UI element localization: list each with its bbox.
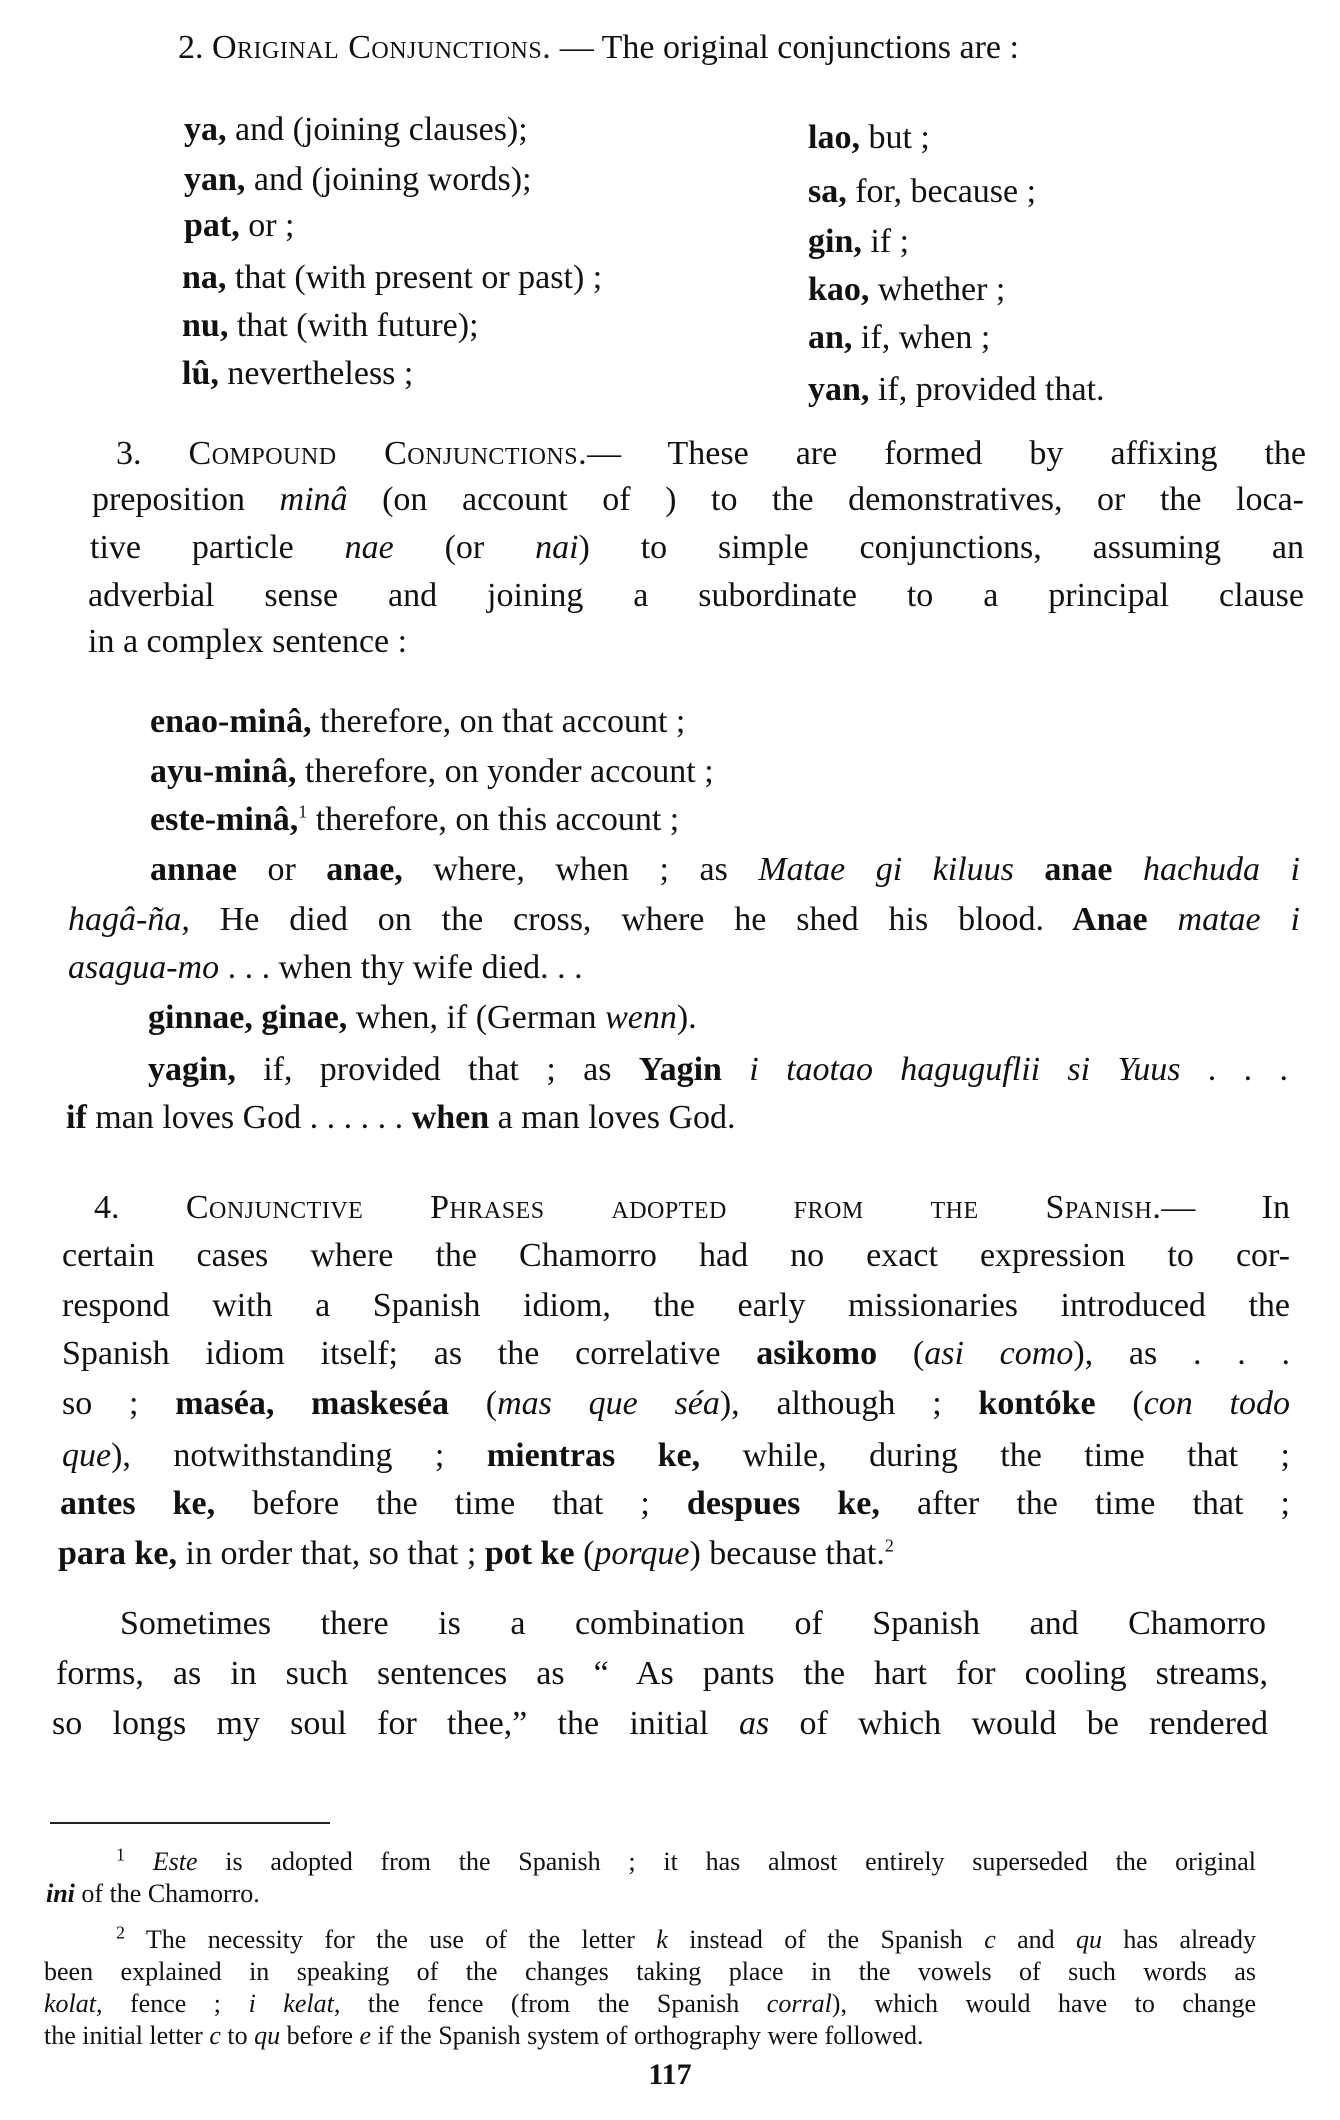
footnote-divider bbox=[50, 1822, 330, 1824]
body-text: so longs my soul for thee,” the initial bbox=[52, 1705, 739, 1742]
section-2-heading-line bbox=[178, 28, 1019, 68]
spanish-term: asi como bbox=[924, 1335, 1074, 1372]
conjunction-word: pot ke bbox=[484, 1535, 575, 1572]
conjunction-entry bbox=[184, 206, 295, 246]
body-text: in order that, so that ; bbox=[177, 1535, 485, 1572]
conjunction-entry bbox=[182, 258, 602, 298]
body-line: respond with a Spanish idiom, the early missionaries introduced the bbox=[62, 1287, 1290, 1324]
conjunction-gloss: nevertheless ; bbox=[218, 355, 414, 392]
conjunction-word: mientras ke, bbox=[486, 1437, 701, 1474]
spanish-term: mas que séa bbox=[497, 1385, 720, 1422]
conjunction-word: gin, bbox=[808, 223, 862, 260]
conjunction-gloss: whether ; bbox=[869, 271, 1006, 308]
section-heading: Conjunctive Phrases adopted from the Spanish. bbox=[185, 1189, 1162, 1226]
footnote-text: if the Spanish system of orthography were followed. bbox=[371, 2021, 924, 2050]
example-text: asagua-mo bbox=[68, 949, 220, 986]
body-line bbox=[60, 1484, 1290, 1524]
conjunction-word: an, bbox=[808, 319, 853, 356]
conjunction-word: annae bbox=[150, 851, 237, 888]
body-line bbox=[68, 900, 1300, 940]
body-text: ), although ; bbox=[719, 1385, 979, 1422]
conjunction-word: pat, bbox=[184, 207, 240, 244]
footnote-text: has already bbox=[1102, 1925, 1256, 1954]
footnote-text: instead of the Spanish bbox=[667, 1925, 985, 1954]
conjunction-word: lû, bbox=[182, 355, 219, 392]
conjunction-entry bbox=[184, 160, 532, 200]
conjunction-entry bbox=[184, 110, 528, 150]
compound-entry bbox=[150, 850, 1300, 890]
italic-term: qu bbox=[254, 2021, 281, 2050]
body-text: man loves God . . . . . . bbox=[86, 1099, 412, 1136]
conjunction-word: Anae bbox=[1044, 901, 1148, 938]
body-text: ) to simple conjunctions, assuming an bbox=[578, 529, 1305, 566]
body-line bbox=[62, 1436, 1290, 1476]
footnote-text: the initial letter bbox=[44, 2021, 210, 2050]
conjunction-gloss: therefore, on this account ; bbox=[307, 801, 680, 838]
body-text: so ; bbox=[62, 1385, 176, 1422]
body-text: Spanish idiom itself; as the correlative bbox=[62, 1335, 757, 1372]
body-text: before the time that ; bbox=[215, 1485, 687, 1522]
footnote-text: before bbox=[280, 2021, 360, 2050]
compound-entry bbox=[150, 702, 685, 742]
body-line: adverbial sense and joining a subordinate to a principal clause bbox=[88, 577, 1304, 614]
compound-entry bbox=[148, 998, 697, 1038]
footnote-text: The necessity for the use of the letter bbox=[125, 1925, 657, 1954]
footnote-text: is adopted from the Spanish ; it has almost entirely superseded the original bbox=[197, 1847, 1256, 1876]
italic-term: as bbox=[738, 1705, 770, 1742]
example-text: hagâ-ña, bbox=[68, 901, 190, 938]
section-heading: Compound Conjunctions. bbox=[188, 435, 588, 472]
conjunction-gloss: but ; bbox=[859, 119, 930, 156]
conjunction-word: antes ke, bbox=[60, 1485, 216, 1522]
conjunction-word: ginnae, ginae, bbox=[148, 999, 348, 1036]
footnote-text: and bbox=[995, 1925, 1077, 1954]
conjunction-gloss: and (joining clauses); bbox=[226, 111, 528, 148]
body-text: In bbox=[1195, 1189, 1291, 1226]
section-3-heading-line bbox=[116, 434, 1306, 474]
body-line bbox=[68, 948, 583, 988]
conjunction-gloss: if ; bbox=[861, 223, 910, 260]
conjunction-word: asikomo bbox=[756, 1335, 878, 1372]
body-text: where, when ; as bbox=[402, 851, 759, 888]
conjunction-gloss: therefore, on that account ; bbox=[311, 703, 686, 740]
body-text: if, provided that ; as bbox=[235, 1051, 639, 1088]
section-number: 4. bbox=[94, 1189, 120, 1226]
body-line bbox=[66, 1098, 736, 1138]
body-text: or bbox=[236, 851, 327, 888]
footnote-1 bbox=[116, 1846, 1256, 1878]
spanish-term: porque bbox=[594, 1535, 690, 1572]
footnote-mark: 1 bbox=[116, 1844, 125, 1865]
section-intro: The original conjunctions are : bbox=[601, 29, 1019, 66]
body-line: Sometimes there is a combination of Spanish and Chamorro bbox=[120, 1605, 1266, 1642]
conjunction-gloss: and (joining words); bbox=[245, 161, 532, 198]
italic-term: nai bbox=[535, 529, 579, 566]
example-text: matae i bbox=[1147, 901, 1300, 938]
conjunction-gloss: for, because ; bbox=[846, 173, 1037, 210]
conjunction-word: maséa, maskeséa bbox=[175, 1385, 450, 1422]
heading-dash: — bbox=[587, 435, 668, 472]
body-text: when, if (German bbox=[347, 999, 606, 1036]
conjunction-word: yagin, bbox=[148, 1051, 236, 1088]
body-line bbox=[92, 480, 1304, 520]
example-text: i taotao haguguflii si Yuus bbox=[721, 1051, 1181, 1088]
conjunction-word: ayu-minâ, bbox=[150, 753, 297, 790]
page-number: 117 bbox=[648, 2058, 692, 2091]
body-text: ( bbox=[877, 1335, 925, 1372]
body-text: while, during the time that ; bbox=[700, 1437, 1290, 1474]
conjunction-word: anae bbox=[1013, 851, 1113, 888]
body-text: tive particle bbox=[90, 529, 345, 566]
compound-entry bbox=[148, 1050, 1288, 1090]
body-line bbox=[58, 1534, 894, 1574]
body-line bbox=[62, 1384, 1290, 1424]
conjunction-word: anae, bbox=[326, 851, 403, 888]
conjunction-gloss: that (with future); bbox=[228, 307, 479, 344]
body-text: ), as . . . bbox=[1073, 1335, 1291, 1372]
conjunction-entry bbox=[808, 370, 1105, 410]
footnote-text: ), which would have to change bbox=[831, 1989, 1256, 2018]
conjunction-gloss: if, provided that. bbox=[869, 371, 1105, 408]
conjunction-word: enao-minâ, bbox=[150, 703, 312, 740]
conjunction-word: if bbox=[66, 1099, 87, 1136]
body-text: ) because that. bbox=[689, 1535, 885, 1572]
italic-term: nae bbox=[344, 529, 394, 566]
italic-term: c bbox=[984, 1925, 996, 1954]
conjunction-entry bbox=[808, 222, 909, 262]
conjunction-entry bbox=[182, 306, 479, 346]
heading-dash: — bbox=[551, 29, 602, 66]
conjunction-word: despues ke, bbox=[686, 1485, 880, 1522]
example-text: hachuda i bbox=[1112, 851, 1300, 888]
compound-entry bbox=[150, 752, 714, 792]
body-text: of which would be rendered bbox=[769, 1705, 1269, 1742]
body-text: ). bbox=[676, 999, 697, 1036]
conjunction-gloss: if, when ; bbox=[852, 319, 991, 356]
body-line: forms, as in such sentences as “ As pants the hart for cooling streams, bbox=[56, 1655, 1268, 1692]
body-line bbox=[62, 1334, 1290, 1374]
italic-term: c bbox=[209, 2021, 221, 2050]
spanish-term: con todo bbox=[1143, 1385, 1290, 1422]
footnote-ref[interactable]: 1 bbox=[298, 801, 308, 822]
conjunction-gloss: therefore, on yonder account ; bbox=[296, 753, 714, 790]
conjunction-gloss: that (with present or past) ; bbox=[226, 259, 603, 296]
example-text: Matae gi kiluus bbox=[758, 851, 1014, 888]
footnote-text: fence ; bbox=[102, 1989, 249, 2018]
italic-term: Este bbox=[125, 1847, 198, 1876]
conjunction-gloss: or ; bbox=[239, 207, 295, 244]
italic-term: k bbox=[656, 1925, 668, 1954]
conjunction-word: kao, bbox=[808, 271, 870, 308]
body-text: ( bbox=[449, 1385, 498, 1422]
body-text: He died on the cross, where he shed his blood. bbox=[189, 901, 1045, 938]
footnote-2-cont bbox=[44, 1988, 1256, 2020]
italic-term: ini bbox=[46, 1879, 75, 1908]
italic-term: e bbox=[359, 2021, 372, 2050]
italic-term: i kelat, bbox=[248, 1989, 341, 2018]
section-number: 3. bbox=[116, 435, 142, 472]
italic-term: qu bbox=[1076, 1925, 1103, 1954]
footnote-ref[interactable]: 2 bbox=[884, 1535, 894, 1556]
footnote-2-cont bbox=[44, 2020, 923, 2052]
conjunction-word: nu, bbox=[182, 307, 229, 344]
conjunction-word: when bbox=[411, 1099, 490, 1136]
conjunction-word: yan, bbox=[808, 371, 870, 408]
body-text: (on account of ) to the demonstratives, or the loca- bbox=[347, 481, 1304, 518]
body-text: ), notwithstanding ; bbox=[111, 1437, 487, 1474]
conjunction-word: ya, bbox=[184, 111, 227, 148]
conjunction-word: yan, bbox=[184, 161, 246, 198]
body-text: preposition bbox=[92, 481, 280, 518]
body-line: in a complex sentence : bbox=[88, 623, 408, 660]
footnote-mark: 2 bbox=[116, 1922, 125, 1943]
italic-term: corral bbox=[766, 1989, 832, 2018]
compound-entry bbox=[150, 800, 679, 840]
conjunction-word: para ke, bbox=[58, 1535, 177, 1572]
italic-term: kolat, bbox=[44, 1989, 103, 2018]
section-heading: Original Conjunctions. bbox=[212, 29, 552, 66]
footnote-2-cont: been explained in speaking of the changes taking place in the vowels of such words as bbox=[44, 1957, 1256, 1986]
body-text: . . . bbox=[1180, 1051, 1288, 1088]
section-4-heading-line bbox=[94, 1188, 1290, 1228]
body-text: a man loves God. bbox=[489, 1099, 736, 1136]
conjunction-word: sa, bbox=[808, 173, 847, 210]
conjunction-entry bbox=[808, 270, 1005, 310]
section-number: 2. bbox=[178, 29, 204, 66]
body-text: . . . when thy wife died. . . bbox=[219, 949, 583, 986]
body-text: after the time that ; bbox=[879, 1485, 1291, 1522]
footnote-text: to bbox=[220, 2021, 255, 2050]
conjunction-entry bbox=[808, 318, 990, 358]
italic-term: minâ bbox=[279, 481, 348, 518]
body-line bbox=[90, 528, 1304, 568]
body-text: (or bbox=[393, 529, 536, 566]
conjunction-word: Yagin bbox=[638, 1051, 722, 1088]
conjunction-entry bbox=[808, 118, 930, 158]
body-text: These are formed by affixing the bbox=[667, 435, 1307, 472]
conjunction-word: lao, bbox=[808, 119, 860, 156]
body-text: ( bbox=[574, 1535, 595, 1572]
conjunction-word: este-minâ, bbox=[150, 801, 299, 838]
conjunction-entry bbox=[808, 172, 1036, 212]
footnote-2 bbox=[116, 1924, 1256, 1956]
body-line bbox=[52, 1704, 1268, 1744]
conjunction-word: na, bbox=[182, 259, 227, 296]
footnote-text: of the Chamorro. bbox=[74, 1879, 260, 1908]
body-text: ( bbox=[1095, 1385, 1144, 1422]
spanish-term: que bbox=[62, 1437, 112, 1474]
conjunction-entry bbox=[182, 354, 413, 394]
example-text: wenn bbox=[605, 999, 677, 1036]
conjunction-word: kontóke bbox=[978, 1385, 1096, 1422]
body-line: certain cases where the Chamorro had no exact expression to cor- bbox=[62, 1237, 1290, 1274]
footnote-text: the fence (from the Spanish bbox=[340, 1989, 767, 2018]
footnote-1-cont bbox=[46, 1878, 260, 1910]
heading-dash: — bbox=[1161, 1189, 1196, 1226]
